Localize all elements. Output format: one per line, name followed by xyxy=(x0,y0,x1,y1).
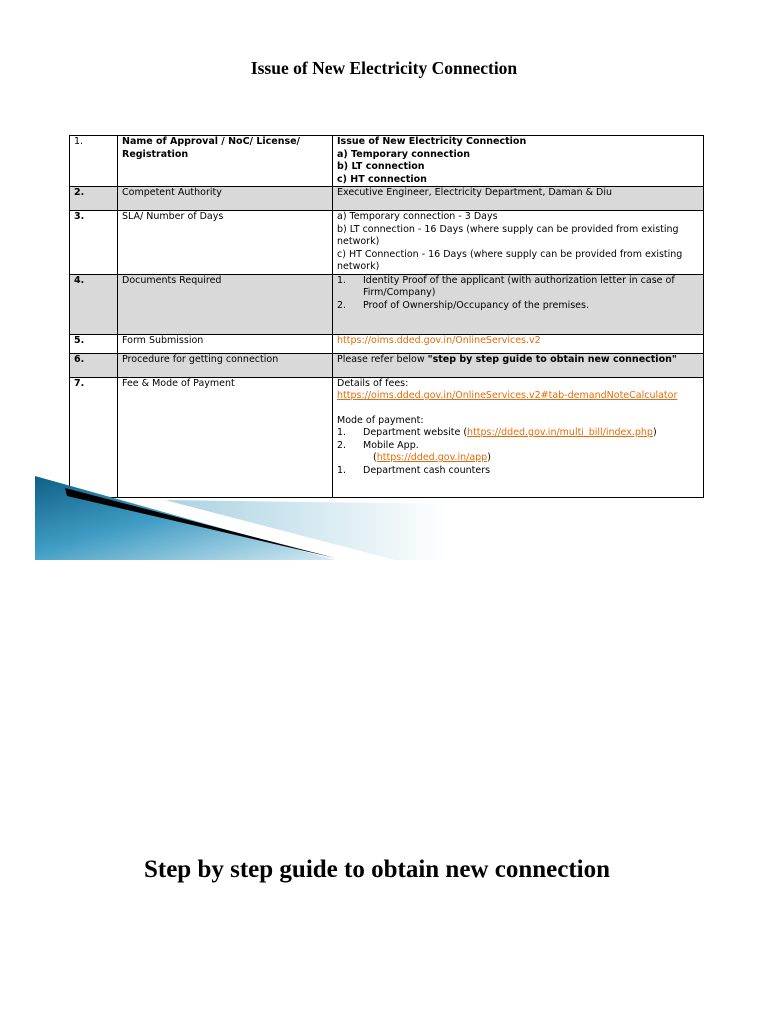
table-row xyxy=(70,274,704,334)
paren: ) xyxy=(652,427,657,438)
value-line: a) Temporary connection xyxy=(337,148,471,160)
row-number: 5. xyxy=(70,334,118,353)
guide-title: Step by step guide to obtain new connection xyxy=(143,856,610,883)
row-label: Competent Authority xyxy=(118,187,333,211)
list-item xyxy=(337,440,699,453)
decorative-swoosh xyxy=(35,474,451,562)
list-item xyxy=(337,300,699,313)
list-text: Mobile App. xyxy=(363,439,419,451)
form-submission-link[interactable]: https://oims.dded.gov.in/OnlineServices.v2 xyxy=(337,334,541,346)
list-text xyxy=(363,427,699,440)
value-line: c) HT connection xyxy=(337,173,427,185)
approval-info-table xyxy=(69,135,704,498)
list-text: Identity Proof of the applicant (with authorization letter in case of Firm/Company) xyxy=(363,274,675,298)
value-text: Please refer below xyxy=(337,353,428,365)
row-value xyxy=(333,136,704,187)
value-line: a) Temporary connection - 3 Days xyxy=(337,211,498,222)
list-item xyxy=(337,427,699,440)
fees-label: Details of fees: xyxy=(337,377,409,389)
label-line: Registration xyxy=(122,148,189,160)
label-line: Name of Approval / NoC/ License/ xyxy=(122,136,301,147)
row-label: SLA/ Number of Days xyxy=(118,211,333,275)
payment-option-text: Department website ( xyxy=(363,427,468,438)
row-label xyxy=(118,136,333,187)
value-line: b) LT connection - 16 Days (where supply can be provided from existing network) xyxy=(337,223,679,247)
table-row xyxy=(70,211,704,275)
row-value xyxy=(333,353,704,377)
list-item xyxy=(337,275,699,300)
guide-reference: "step by step guide to obtain new connection" xyxy=(427,353,677,365)
row-number: 3. xyxy=(70,211,118,275)
row-label: Fee & Mode of Payment xyxy=(118,377,333,497)
list-text: Proof of Ownership/Occupancy of the premises. xyxy=(363,299,589,311)
mobile-app-link[interactable]: https://dded.gov.in/app xyxy=(376,452,488,463)
value-line: Issue of New Electricity Connection xyxy=(337,136,527,147)
paren: ( xyxy=(373,452,377,463)
list-number: 1. xyxy=(337,427,347,438)
list-number: 2. xyxy=(337,299,347,311)
row-number: 6. xyxy=(70,353,118,377)
row-value xyxy=(333,274,704,334)
table-row xyxy=(70,136,704,187)
row-number: 2. xyxy=(70,187,118,211)
row-value: Executive Engineer, Electricity Department, Daman & Diu xyxy=(333,187,704,211)
mobile-app-link-line xyxy=(337,452,699,465)
list-number: 2. xyxy=(337,439,347,451)
row-value xyxy=(333,211,704,275)
table-row xyxy=(70,187,704,211)
list-number: 1. xyxy=(337,464,347,476)
fee-calculator-link[interactable]: https://oims.dded.gov.in/OnlineServices.v2#tab-demandNoteCalculator xyxy=(337,390,678,401)
row-number: 1. xyxy=(70,136,118,187)
value-line: c) HT Connection - 16 Days (where supply can be provided from existing network) xyxy=(337,248,683,272)
row-label: Documents Required xyxy=(118,274,333,334)
document-title: Issue of New Electricity Connection xyxy=(250,58,518,78)
row-label: Procedure for getting connection xyxy=(118,353,333,377)
list-text: Department cash counters xyxy=(363,464,491,476)
table-row xyxy=(70,334,704,353)
table-row xyxy=(70,353,704,377)
list-number: 1. xyxy=(337,274,347,286)
row-value xyxy=(333,334,704,353)
row-number: 7. xyxy=(70,377,118,497)
row-number: 4. xyxy=(70,274,118,334)
department-website-link[interactable]: https://dded.gov.in/multi_bill/index.php xyxy=(467,427,653,438)
value-line: b) LT connection xyxy=(337,161,425,172)
paren: ) xyxy=(487,452,491,463)
row-label: Form Submission xyxy=(118,334,333,353)
payment-mode-label: Mode of payment: xyxy=(337,414,424,426)
